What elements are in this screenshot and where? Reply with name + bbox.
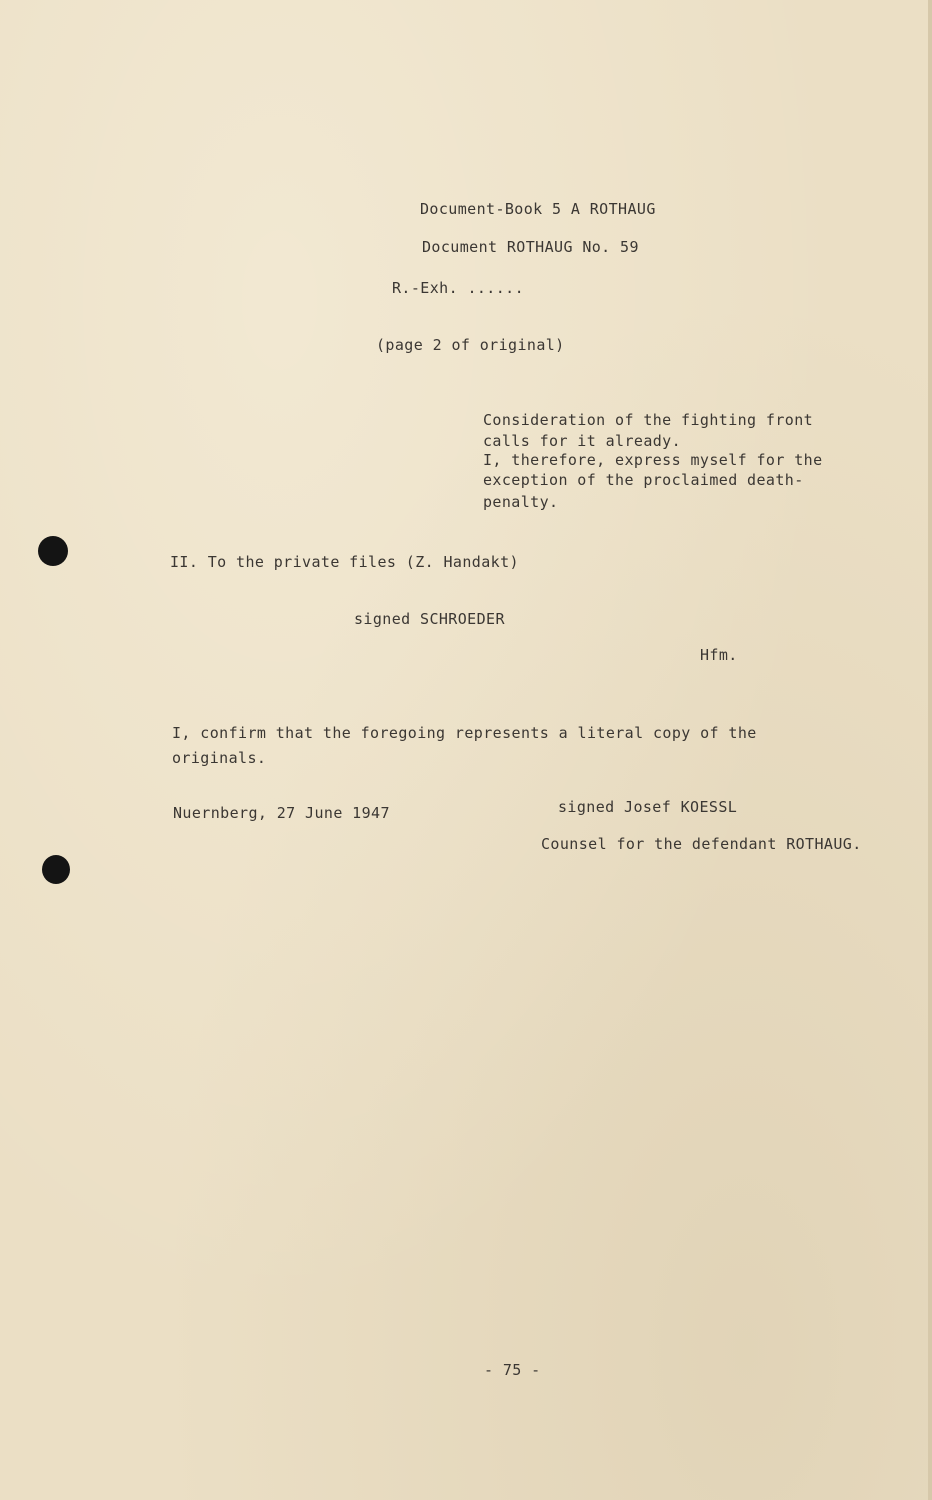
document-number-label: Document ROTHAUG No. 59 — [422, 238, 639, 256]
page-edge — [928, 0, 932, 1500]
document-book-label: Document-Book 5 A ROTHAUG — [420, 200, 656, 218]
quote-line: I, therefore, express myself for the — [483, 451, 823, 469]
page-note: (page 2 of original) — [376, 336, 565, 354]
page-number: - 75 - — [484, 1361, 541, 1379]
exhibit-label: R.-Exh. ...... — [392, 279, 525, 297]
certification-line: originals. — [172, 749, 267, 767]
punch-hole-upper — [38, 536, 68, 566]
private-files-item: II. To the private files (Z. Handakt) — [170, 553, 519, 571]
quote-line: exception of the proclaimed death- — [483, 471, 804, 489]
place-date: Nuernberg, 27 June 1947 — [173, 804, 390, 822]
quote-line: calls for it already. — [483, 432, 682, 450]
signed-schroeder: signed SCHROEDER — [354, 610, 505, 628]
quote-line: Consideration of the fighting front — [483, 411, 814, 429]
certification-line: I, confirm that the foregoing represents a literal copy of the — [172, 724, 757, 742]
quote-line: penalty. — [483, 493, 559, 511]
initials: Hfm. — [700, 646, 738, 664]
signed-koessl: signed Josef KOESSL — [558, 798, 738, 816]
counsel-title: Counsel for the defendant ROTHAUG. — [541, 835, 862, 853]
punch-hole-lower — [42, 855, 70, 884]
